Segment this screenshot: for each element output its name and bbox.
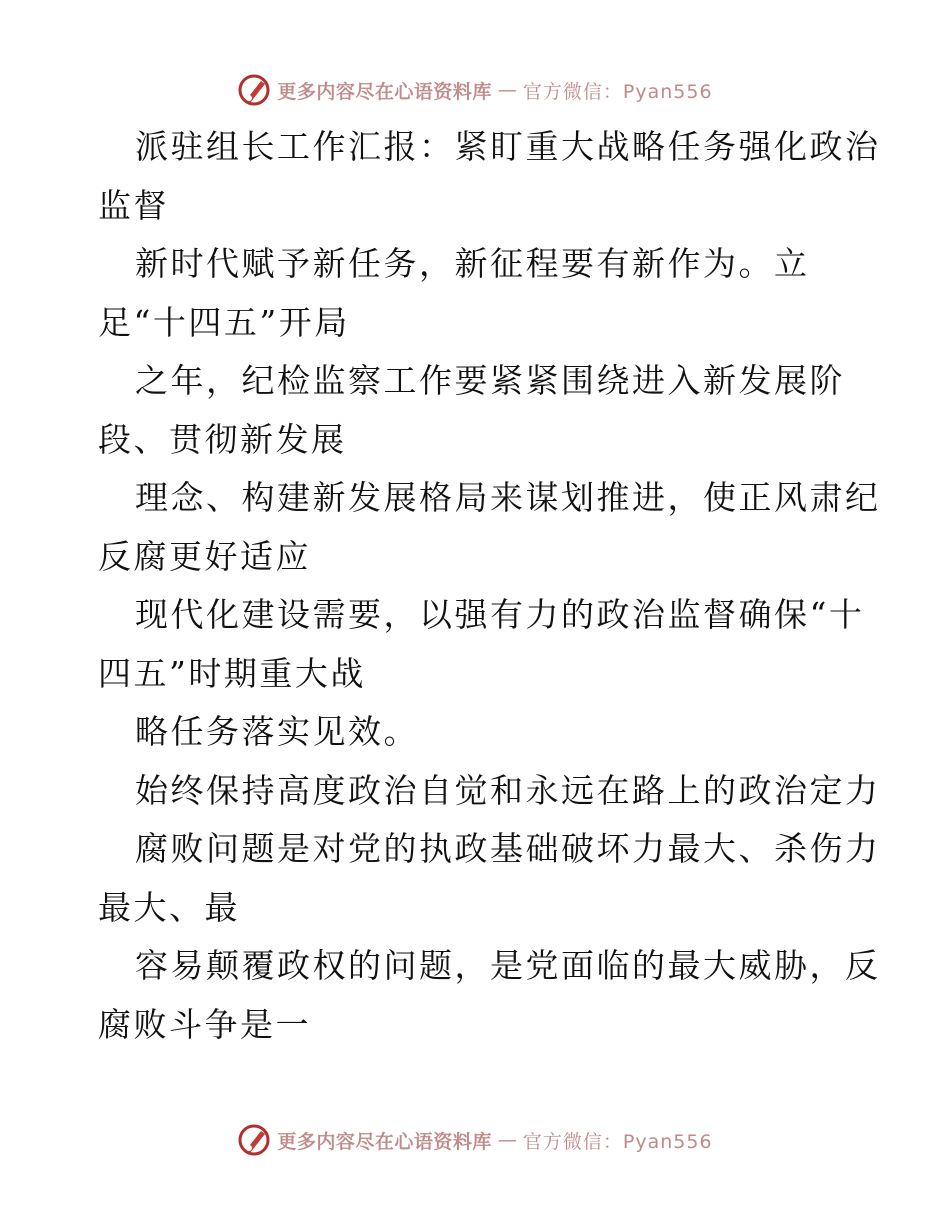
watermark-text: 更多内容尽在心语资料库 xyxy=(277,1130,492,1153)
text-line: 之年，纪检监察工作要紧紧围绕进入新发展阶 xyxy=(135,361,845,400)
text-line: 现代化建设需要，以强有力的政治监督确保“十 xyxy=(135,595,865,634)
text-line: 新时代赋予新任务，新征程要有新作为。立 xyxy=(135,244,810,283)
header-watermark xyxy=(0,70,950,110)
text-line: 派驻组长工作汇报：紧盯重大战略任务强化政治 xyxy=(135,127,881,166)
text-line: 足“十四五”开局 xyxy=(98,302,350,342)
pen-logo-icon xyxy=(237,1123,271,1157)
watermark-dash: — xyxy=(497,79,517,101)
text-line: 四五”时期重大战 xyxy=(98,653,366,693)
watermark-dash: — xyxy=(497,1129,517,1151)
text-line: 始终保持高度政治自觉和永远在路上的政治定力 xyxy=(135,770,881,810)
watermark-text: 更多内容尽在心语资料库 xyxy=(277,80,492,103)
text-line: 最大、最 xyxy=(98,887,240,927)
footer-watermark xyxy=(0,1120,950,1160)
text-line: 监督 xyxy=(98,185,169,225)
text-line: 理念、构建新发展格局来谋划推进，使正风肃纪 xyxy=(135,478,881,517)
pen-logo-icon xyxy=(237,73,271,107)
watermark-wechat: 官方微信：Pyan556 xyxy=(522,1130,713,1153)
watermark-wechat: 官方微信：Pyan556 xyxy=(522,80,713,103)
document-body xyxy=(98,118,881,1054)
text-line: 反腐更好适应 xyxy=(98,536,311,576)
text-line: 略任务落实见效。 xyxy=(135,712,419,751)
text-line: 腐败斗争是一 xyxy=(98,1004,311,1044)
text-line: 容易颠覆政权的问题，是党面临的最大威胁，反 xyxy=(135,946,881,985)
text-line: 段、贯彻新发展 xyxy=(98,419,347,459)
text-line: 腐败问题是对党的执政基础破坏力最大、杀伤力 xyxy=(135,829,881,868)
